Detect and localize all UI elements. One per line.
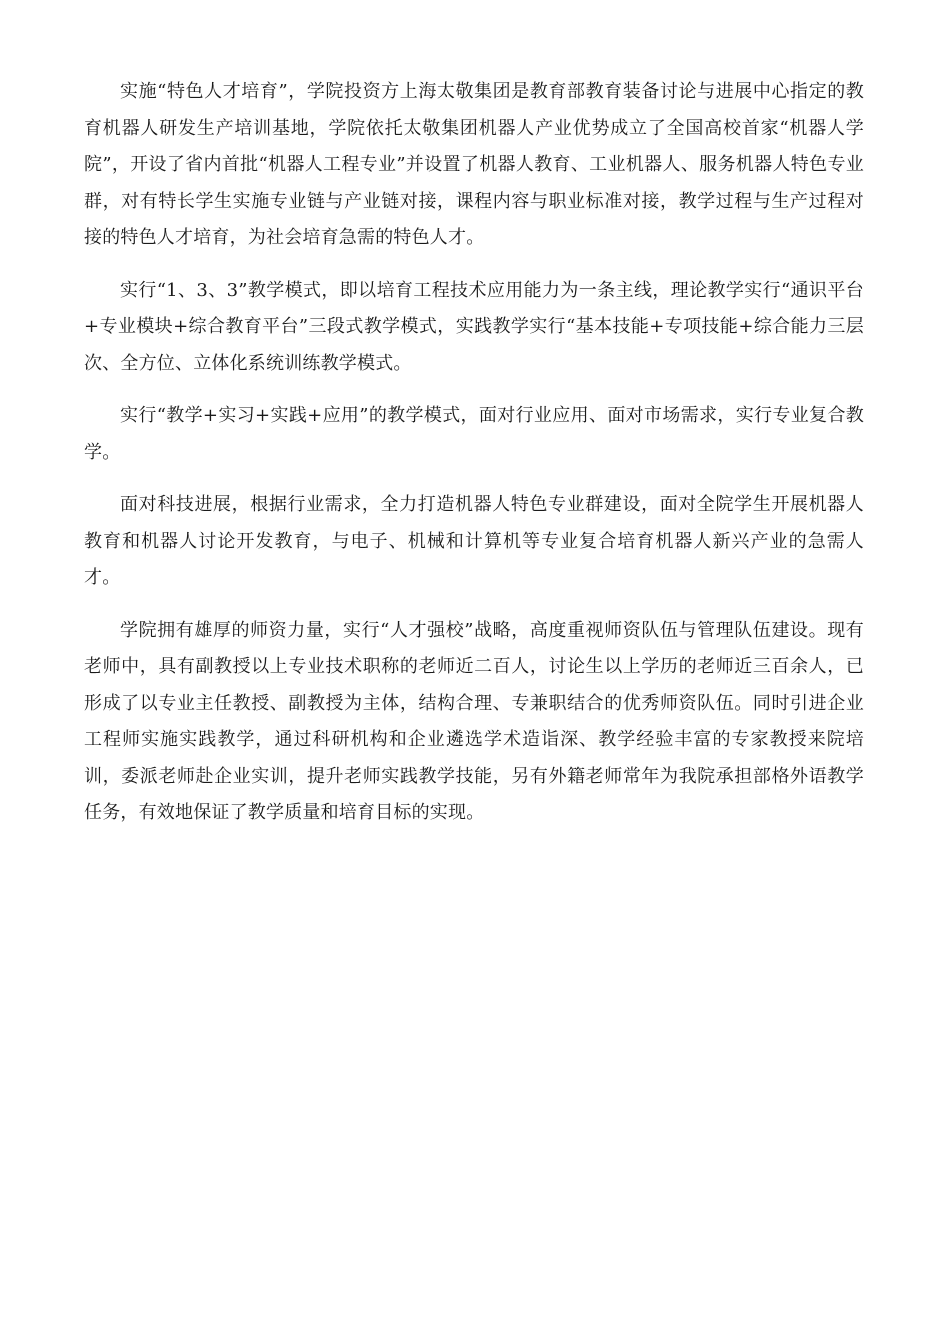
paragraph-robot-specialty-group: 面对科技进展，根据行业需求，全力打造机器人特色专业群建设，面对全院学生开展机器人教育和机器人讨论开发教育，与电子、机械和计算机等专业复合培育机器人新兴产业的急需人才。: [84, 494, 864, 588]
document-body: [84, 74, 864, 848]
paragraph-teaching-internship-practice-model: 实行“教学+实习+实践+应用”的教学模式，面对行业应用、面对市场需求，实行专业复合教学。: [84, 405, 864, 463]
paragraph-special-talent-training: 实施“特色人才培育”，学院投资方上海太敬集团是教育部教育装备讨论与进展中心指定的教育机器人研发生产培训基地，学院依托太敬集团机器人产业优势成立了全国高校首家“机器人学院”，开设了省内首批“机器人工程专业”并设置了机器人教育、工业机器人、服务机器人特色专业群，对有特长学生实施专业链与产业链对接，课程内容与职业标准对接，教学过程与生产过程对接的特色人才培育，为社会培育急需的特色人才。: [84, 81, 864, 248]
paragraph-133-teaching-model: 实行“1、3、3”教学模式，即以培育工程技术应用能力为一条主线，理论教学实行“通识平台+专业模块+综合教育平台”三段式教学模式，实践教学实行“基本技能+专项技能+综合能力三层次、全方位、立体化系统训练教学模式。: [84, 279, 864, 374]
paragraph-faculty-strength: 学院拥有雄厚的师资力量，实行“人才强校”战略，高度重视师资队伍与管理队伍建设。现有老师中，具有副教授以上专业技术职称的老师近二百人，讨论生以上学历的老师近三百余人，已形成了以专业主任教授、副教授为主体，结构合理、专兼职结合的优秀师资队伍。同时引进企业工程师实施实践教学，通过科研机构和企业遴选学术造诣深、教学经验丰富的专家教授来院培训，委派老师赴企业实训，提升老师实践教学技能，另有外籍老师常年为我院承担部格外语教学任务，有效地保证了教学质量和培育目标的实现。: [84, 619, 864, 823]
